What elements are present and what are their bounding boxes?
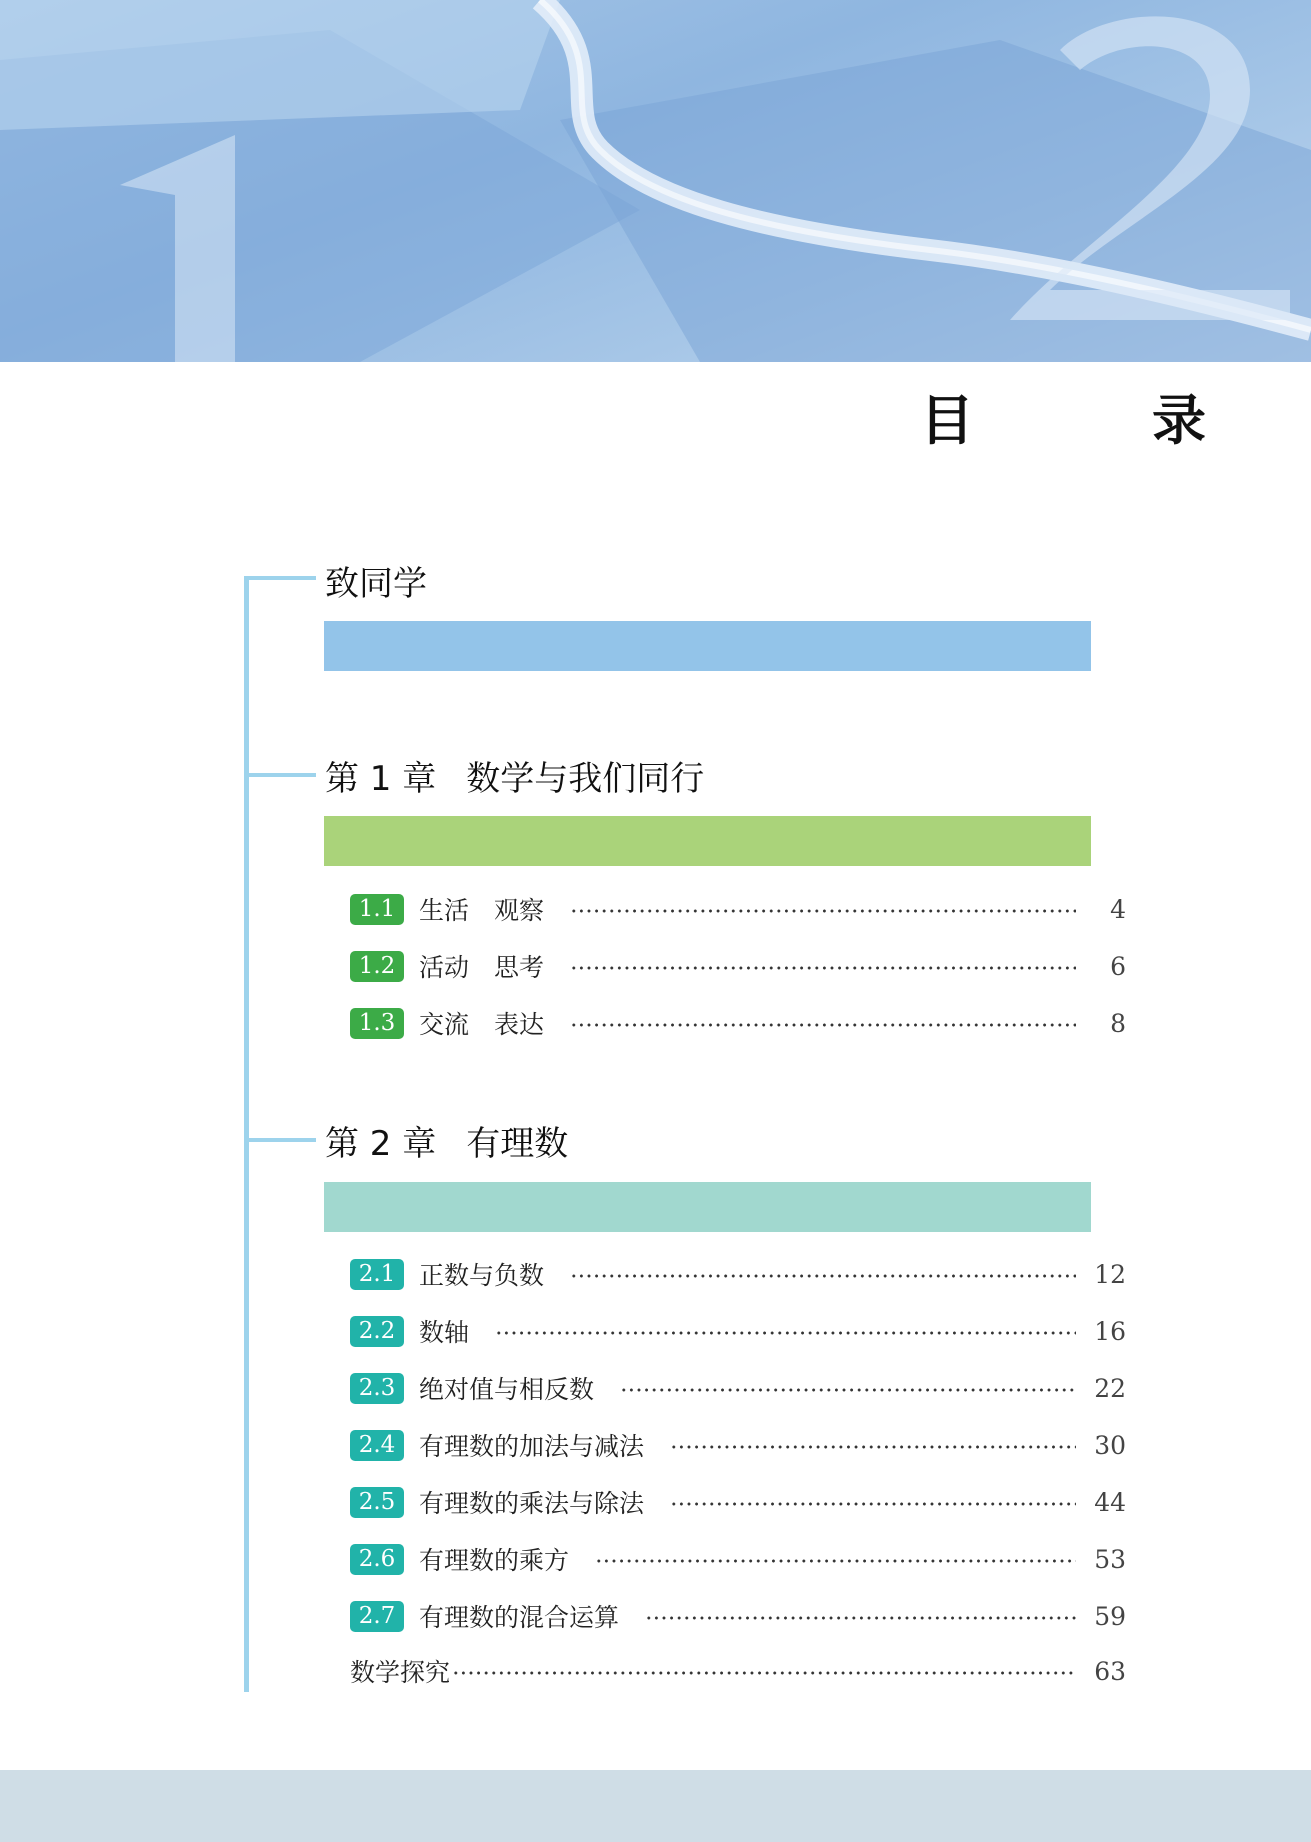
entry-label: 交流 表达 bbox=[419, 1010, 545, 1039]
toc-entry-2-4[interactable] bbox=[350, 1428, 1126, 1462]
section-number-badge: 2.1 bbox=[350, 1259, 404, 1290]
page-number: 16 bbox=[1094, 1316, 1126, 1346]
toc-entry-2-5[interactable] bbox=[350, 1485, 1126, 1519]
banner-artwork bbox=[0, 0, 1311, 362]
dot-leader bbox=[670, 1445, 1076, 1449]
page-number: 59 bbox=[1094, 1601, 1126, 1631]
page-number: 8 bbox=[1110, 1008, 1126, 1038]
chapter-number: 第 2 章 bbox=[325, 1124, 437, 1164]
entry-label: 有理数的加法与减法 bbox=[419, 1432, 645, 1461]
dot-leader bbox=[620, 1388, 1076, 1392]
section-heading-to-students[interactable] bbox=[325, 556, 427, 605]
dot-leader bbox=[570, 1023, 1076, 1027]
section-title: 致同学 bbox=[325, 564, 427, 604]
page-number: 44 bbox=[1094, 1487, 1126, 1517]
toc-entry-1-1[interactable] bbox=[350, 892, 1126, 926]
entry-label: 有理数的乘法与除法 bbox=[419, 1489, 645, 1518]
section-bar-chapter-1 bbox=[324, 816, 1091, 866]
dot-leader bbox=[495, 1331, 1076, 1335]
dot-leader bbox=[670, 1502, 1076, 1506]
chapter-1-heading[interactable] bbox=[325, 751, 704, 800]
section-number-badge: 2.3 bbox=[350, 1373, 404, 1404]
toc-entry-1-2[interactable] bbox=[350, 949, 1126, 983]
toc-entry-2-1[interactable] bbox=[350, 1257, 1126, 1291]
timeline-tick bbox=[244, 773, 316, 777]
chapter-title: 数学与我们同行 bbox=[466, 759, 705, 799]
section-number-badge: 2.4 bbox=[350, 1430, 404, 1461]
entry-label: 生活 观察 bbox=[419, 896, 545, 925]
dot-leader bbox=[570, 966, 1076, 970]
toc-entry-2-7[interactable] bbox=[350, 1599, 1126, 1633]
entry-label: 有理数的乘方 bbox=[419, 1546, 570, 1575]
toc-entry-2-3[interactable] bbox=[350, 1371, 1126, 1405]
toc-entry-math-exploration[interactable] bbox=[350, 1654, 1126, 1688]
entry-label: 数学探究 bbox=[350, 1658, 451, 1687]
entry-label: 数轴 bbox=[419, 1318, 470, 1347]
section-number-badge: 2.6 bbox=[350, 1544, 404, 1575]
footer-band bbox=[0, 1770, 1311, 1842]
entry-label: 绝对值与相反数 bbox=[419, 1375, 595, 1404]
timeline-tick bbox=[244, 1138, 316, 1142]
toc-entry-2-2[interactable] bbox=[350, 1314, 1126, 1348]
toc-entry-2-6[interactable] bbox=[350, 1542, 1126, 1576]
section-bar-intro bbox=[324, 621, 1091, 671]
section-number-badge: 2.5 bbox=[350, 1487, 404, 1518]
page-number: 6 bbox=[1110, 951, 1126, 981]
dot-leader bbox=[570, 1274, 1076, 1278]
chapter-number: 第 1 章 bbox=[325, 759, 437, 799]
section-number-badge: 1.3 bbox=[350, 1008, 404, 1039]
entry-label: 正数与负数 bbox=[419, 1261, 545, 1290]
page-number: 4 bbox=[1110, 894, 1126, 924]
dot-leader bbox=[595, 1559, 1076, 1563]
page-number: 12 bbox=[1094, 1259, 1126, 1289]
page-number: 53 bbox=[1094, 1544, 1126, 1574]
chapter-2-heading[interactable] bbox=[325, 1116, 568, 1165]
section-bar-chapter-2 bbox=[324, 1182, 1091, 1232]
page-title: 目 录 bbox=[920, 389, 1268, 452]
section-number-badge: 2.2 bbox=[350, 1316, 404, 1347]
page-number: 63 bbox=[1094, 1656, 1126, 1686]
entry-label: 有理数的混合运算 bbox=[419, 1603, 620, 1632]
header-banner-image bbox=[0, 0, 1311, 362]
dot-leader bbox=[570, 909, 1076, 913]
dot-leader bbox=[645, 1616, 1076, 1620]
entry-label: 活动 思考 bbox=[419, 953, 545, 982]
dot-leader bbox=[452, 1671, 1076, 1675]
chapter-title: 有理数 bbox=[466, 1124, 569, 1164]
page-number: 30 bbox=[1094, 1430, 1126, 1460]
timeline-tick bbox=[244, 576, 316, 580]
section-number-badge: 1.1 bbox=[350, 894, 404, 925]
page-number: 22 bbox=[1094, 1373, 1126, 1403]
section-number-badge: 2.7 bbox=[350, 1601, 404, 1632]
section-number-badge: 1.2 bbox=[350, 951, 404, 982]
toc-entry-1-3[interactable] bbox=[350, 1006, 1126, 1040]
toc-timeline bbox=[244, 576, 249, 1692]
